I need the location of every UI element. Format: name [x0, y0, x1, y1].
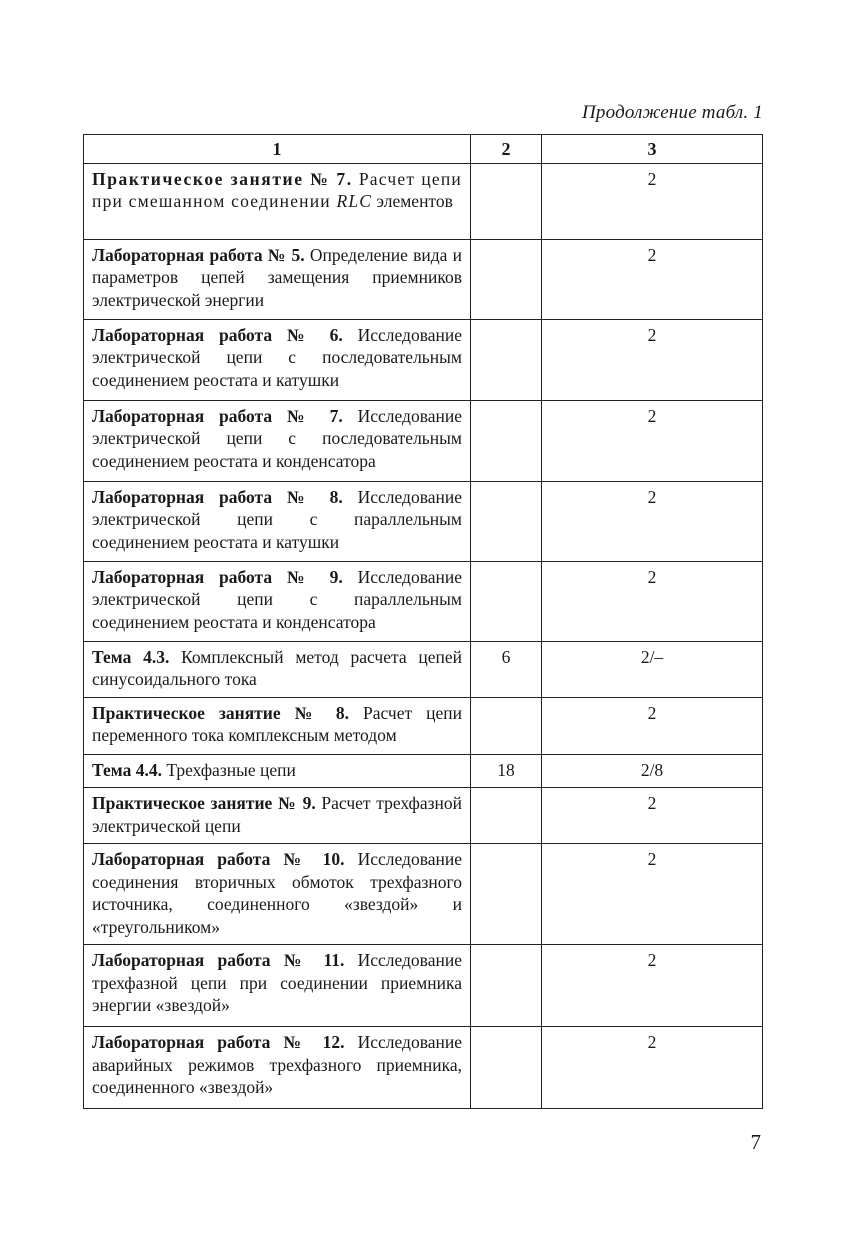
- row-hours: 18: [471, 754, 542, 788]
- row-text: Расчет трехфазной электрической цепи: [92, 793, 462, 836]
- row-heading: Лабораторная работа № 5.: [92, 244, 305, 265]
- row-description: [84, 481, 471, 561]
- row-description: [84, 400, 471, 481]
- row-description: [84, 561, 471, 641]
- row-lab-hours: 2/–: [542, 641, 763, 697]
- column-header-1: 1: [84, 135, 471, 164]
- row-heading: Практическое занятие № 9.: [92, 793, 316, 813]
- row-heading: Практическое занятие № 8.: [92, 702, 349, 723]
- row-hours: [471, 561, 542, 641]
- row-hours: [471, 239, 542, 319]
- row-description: [84, 641, 471, 697]
- row-heading: Тема 4.4.: [92, 759, 162, 780]
- row-hours: [471, 697, 542, 754]
- row-text-italic: RLC: [336, 191, 373, 211]
- row-heading: Лабораторная работа № 12.: [92, 1032, 345, 1052]
- row-heading: Лабораторная работа № 9.: [92, 566, 343, 587]
- row-hours: [471, 319, 542, 400]
- column-header-3: 3: [542, 135, 763, 164]
- table-header-row: [84, 135, 763, 164]
- row-lab-hours: 2: [542, 400, 763, 481]
- row-heading: Лабораторная работа № 6.: [92, 324, 343, 345]
- table-row: [84, 481, 763, 561]
- row-text: Расчет цепи переменного тока комплексным методом: [92, 702, 462, 745]
- table-row: [84, 641, 763, 697]
- row-hours: [471, 945, 542, 1027]
- row-hours: [471, 163, 542, 239]
- row-text: Исследование электрической цепи с параллельным соединением реостата и катушки: [92, 486, 462, 552]
- row-lab-hours: 2: [542, 163, 763, 239]
- row-hours: [471, 1027, 542, 1109]
- table-row: [84, 163, 763, 239]
- table-row: [84, 945, 763, 1027]
- row-description: [84, 697, 471, 754]
- row-text: Исследование электрической цепи с параллельным соединением реостата и конденсатора: [92, 566, 462, 632]
- column-header-2: 2: [471, 135, 542, 164]
- row-description: [84, 319, 471, 400]
- table-row: [84, 1027, 763, 1109]
- table-row: [84, 844, 763, 945]
- row-hours: 6: [471, 641, 542, 697]
- row-lab-hours: 2/8: [542, 754, 763, 788]
- row-description: [84, 788, 471, 844]
- page-number: 7: [750, 1130, 761, 1154]
- row-description: [84, 844, 471, 945]
- row-lab-hours: 2: [542, 319, 763, 400]
- row-hours: [471, 481, 542, 561]
- row-text: Расчет цепи при смешанном соединении: [92, 168, 462, 211]
- row-description: [84, 1027, 471, 1109]
- table-row: [84, 788, 763, 844]
- table-row: [84, 561, 763, 641]
- row-lab-hours: 2: [542, 1027, 763, 1109]
- curriculum-table: [83, 134, 763, 1109]
- row-lab-hours: 2: [542, 697, 763, 754]
- row-lab-hours: 2: [542, 481, 763, 561]
- row-text: Исследование электрической цепи с последовательным соединением реостата и конденсатора: [92, 405, 462, 471]
- row-heading: Лабораторная работа № 7.: [92, 405, 343, 426]
- row-lab-hours: 2: [542, 561, 763, 641]
- row-text: Исследование соединения вторичных обмоток трехфазного источника, соединенного «звездой» и «треугольником»: [92, 849, 462, 937]
- row-text: Трехфазные цепи: [161, 759, 296, 780]
- row-description: [84, 754, 471, 788]
- table-row: [84, 697, 763, 754]
- row-hours: [471, 788, 542, 844]
- row-hours: [471, 844, 542, 945]
- table-row: [84, 319, 763, 400]
- row-heading: Тема 4.3.: [92, 646, 170, 667]
- table-row: [84, 754, 763, 788]
- row-description: [84, 163, 471, 239]
- table-caption: Продолжение табл. 1: [582, 102, 763, 123]
- row-text: Исследование аварийных режимов трехфазного приемника, соединенного «звездой»: [92, 1032, 462, 1097]
- row-text: Исследование электрической цепи с последовательным соединением реостата и катушки: [92, 324, 462, 390]
- row-lab-hours: 2: [542, 844, 763, 945]
- row-text: Комплексный метод расчета цепей синусоидального тока: [92, 646, 462, 689]
- row-lab-hours: 2: [542, 788, 763, 844]
- row-hours: [471, 400, 542, 481]
- row-heading: Лабораторная работа № 8.: [92, 486, 343, 507]
- row-text: Определение вида и параметров цепей замещения приемников электрической энергии: [92, 244, 463, 310]
- row-heading: Лабораторная работа № 11.: [92, 950, 345, 970]
- row-description: [84, 945, 471, 1027]
- table-row: [84, 400, 763, 481]
- table-row: [84, 239, 763, 319]
- row-heading: Практическое занятие № 7.: [92, 168, 353, 189]
- row-heading: Лабораторная работа № 10.: [92, 849, 345, 869]
- row-description: [84, 239, 471, 319]
- row-text: Исследование трехфазной цепи при соединении приемника энергии «звездой»: [92, 950, 462, 1015]
- row-lab-hours: 2: [542, 945, 763, 1027]
- row-lab-hours: 2: [542, 239, 763, 319]
- row-text-tail: элементов: [372, 191, 453, 211]
